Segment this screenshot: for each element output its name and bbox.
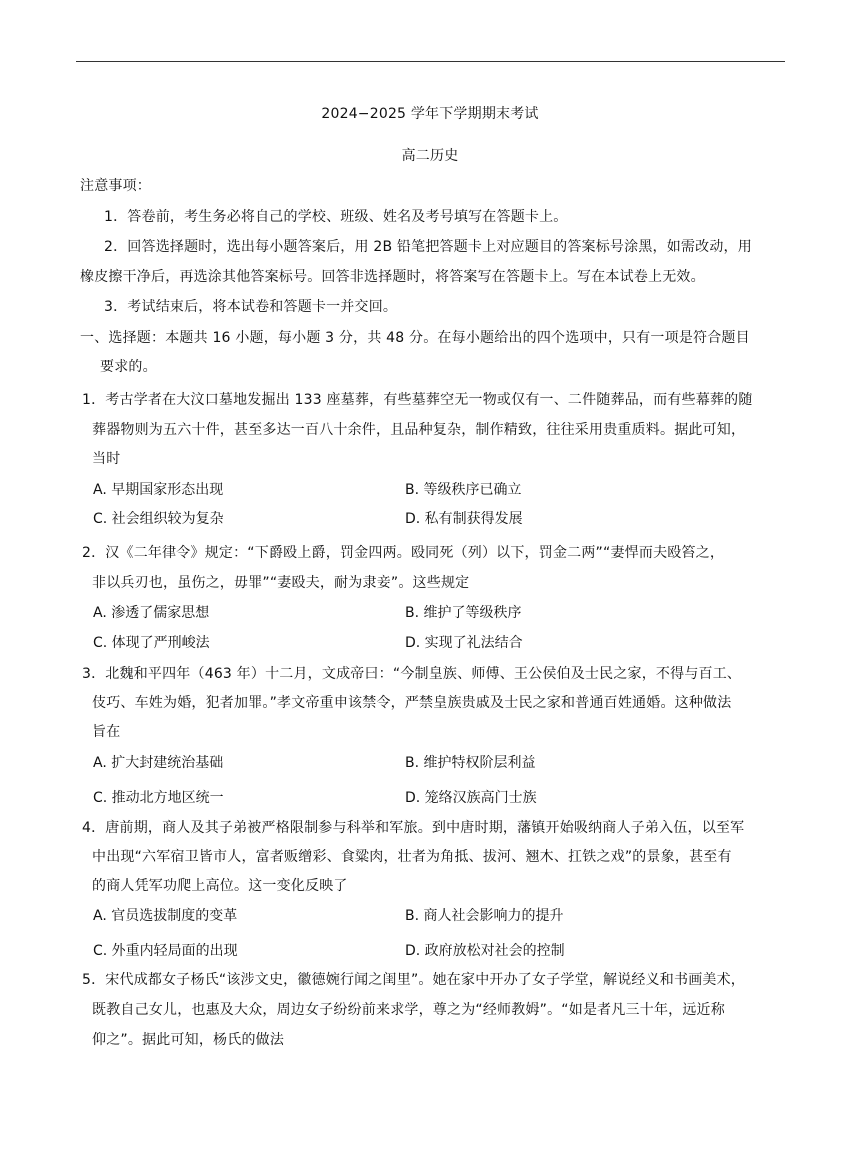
question-1-line-3: 当时 — [92, 451, 121, 467]
question-3-line-3: 旨在 — [92, 724, 121, 740]
question-5-line-2: 既教自己女儿，也惠及大众，周边女子纷纷前来求学，尊之为“经师教姆”。“如是者凡三十年，远近称 — [92, 1002, 725, 1018]
exam-subject: 高二历史 — [401, 148, 459, 164]
question-2-option-d: D. 实现了礼法结合 — [405, 635, 523, 651]
question-4-option-a: A. 官员选拔制度的变革 — [93, 908, 238, 924]
header-rule — [76, 61, 785, 62]
question-4-line-1: 4．唐前期，商人及其子弟被严格限制参与科举和军旅。到中唐时期，藩镇开始吸纳商人子弟入伍，以至军 — [82, 820, 745, 836]
question-3-option-c: C. 推动北方地区统一 — [93, 790, 224, 806]
question-1-line-1: 1．考古学者在大汶口墓地发掘出 133 座墓葬，有些墓葬空无一物或仅有一、二件随葬品，而有些幕葬的随 — [82, 392, 753, 408]
notice-item-2-cont: 橡皮擦干净后，再选涂其他答案标号。回答非选择题时，将答案写在答题卡上。写在本试卷上无效。 — [80, 269, 705, 285]
section-heading-cont: 要求的。 — [100, 359, 157, 375]
question-1-option-a: A. 早期国家形态出现 — [93, 482, 224, 498]
question-3-line-2: 伎巧、车姓为婚，犯者加罪。”孝文帝重申该禁令，严禁皇族贵戚及士民之家和普通百姓通婚。这种做法 — [92, 695, 732, 711]
notice-item-2: 2．回答选择题时，选出每小题答案后，用 2B 铅笔把答题卡上对应题目的答案标号涂黑，如需改动，用 — [104, 239, 752, 255]
question-5-line-3: 仰之”。据此可知，杨氏的做法 — [92, 1032, 285, 1048]
notice-item-3: 3．考试结束后，将本试卷和答题卡一并交回。 — [104, 299, 398, 315]
question-3-option-a: A. 扩大封建统治基础 — [93, 755, 224, 771]
question-4-line-3: 的商人凭军功爬上高位。这一变化反映了 — [92, 878, 348, 894]
question-4-option-b: B. 商人社会影响力的提升 — [405, 908, 564, 924]
question-3-option-b: B. 维护特权阶层利益 — [405, 755, 536, 771]
question-1-option-c: C. 社会组织较为复杂 — [93, 511, 224, 527]
question-1-option-d: D. 私有制获得发展 — [405, 511, 523, 527]
question-4-option-c: C. 外重内轻局面的出现 — [93, 943, 238, 959]
notice-heading: 注意事项： — [80, 178, 151, 194]
notice-item-1: 1．答卷前，考生务必将自己的学校、班级、姓名及考号填写在答题卡上。 — [104, 209, 568, 225]
question-2-option-a: A. 渗透了儒家思想 — [93, 605, 210, 621]
question-4-line-2: 中出现“六军宿卫皆市人，富者贩缯彩、食粱肉，壮者为角抵、拔河、翘木、扛铁之戏”的景象，甚至有 — [92, 849, 732, 865]
question-3-option-d: D. 笼络汉族高门士族 — [405, 790, 537, 806]
question-2-line-2: 非以兵刃也，虽伤之，毋罪”“妻殴夫，耐为隶妾”。这些规定 — [92, 575, 470, 591]
question-3-line-1: 3．北魏和平四年（463 年）十二月，文成帝曰：“今制皇族、师傅、王公侯伯及士民之家，不得与百工、 — [82, 666, 742, 682]
section-heading: 一、选择题：本题共 16 小题，每小题 3 分，共 48 分。在每小题给出的四个选项中，只有一项是符合题目 — [80, 330, 750, 346]
exam-title: 2024−2025 学年下学期期末考试 — [321, 106, 539, 122]
question-5-line-1: 5．宋代成都女子杨氏“该涉文史，徽德婉行闻之闺里”。她在家中开办了女子学堂，解说经义和书画美术， — [82, 972, 746, 988]
question-2-option-b: B. 维护了等级秩序 — [405, 605, 522, 621]
question-1-option-b: B. 等级秩序已确立 — [405, 482, 522, 498]
question-4-option-d: D. 政府放松对社会的控制 — [405, 943, 565, 959]
question-2-line-1: 2．汉《二年律令》规定：“下爵殴上爵，罚金四两。殴同死（列）以下，罚金二两”“妻悍而夫殴笞之， — [82, 545, 725, 561]
question-1-line-2: 葬器物则为五六十件，甚至多达一百八十余件，且品种复杂，制作精致，往往采用贵重质料。据此可知， — [92, 422, 746, 438]
question-2-option-c: C. 体现了严刑峻法 — [93, 635, 210, 651]
